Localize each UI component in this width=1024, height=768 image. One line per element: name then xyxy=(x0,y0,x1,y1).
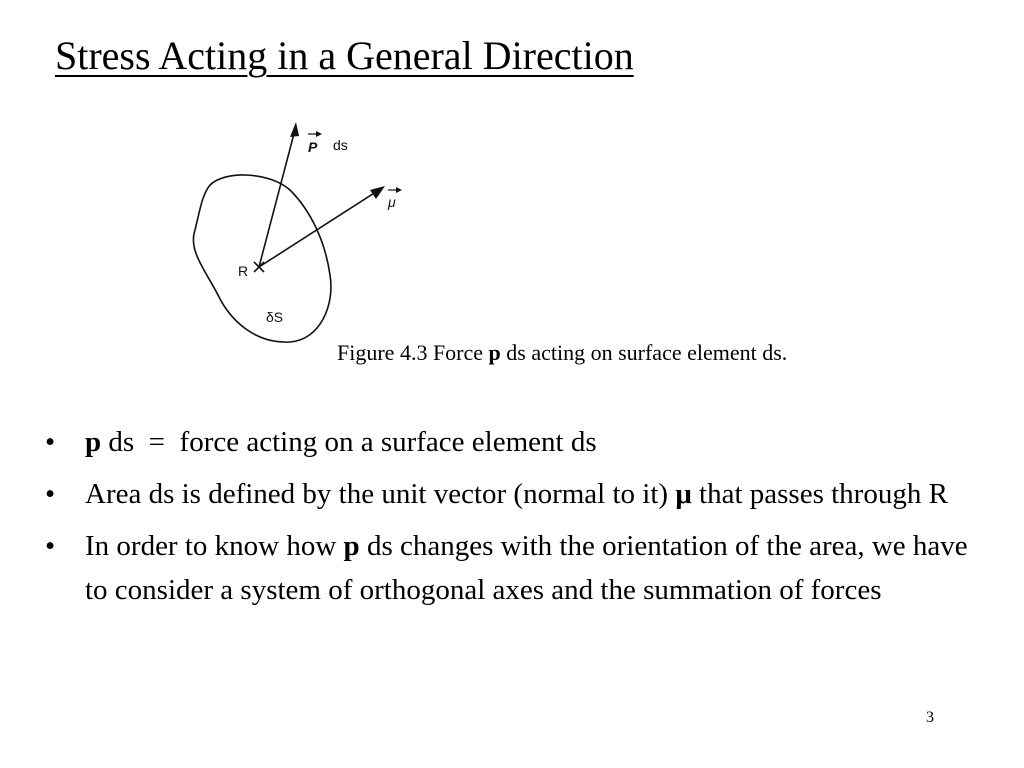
unit-vector-label: μ xyxy=(388,194,396,210)
bullet-2-bold: μ xyxy=(675,478,692,510)
bullet-mark: • xyxy=(45,426,56,458)
bullet-2-prefix: Area ds is defined by the unit vector (normal to it) xyxy=(85,478,676,510)
bullet-mark: • xyxy=(45,478,56,510)
force-ds-label: ds xyxy=(333,137,348,153)
area-delta-s-label: δS xyxy=(266,309,284,325)
unit-normal-vector xyxy=(259,188,382,267)
force-arrowhead xyxy=(290,122,299,137)
bullet-1-bold: p xyxy=(85,426,102,458)
slide-title: Stress Acting in a General Direction xyxy=(55,33,634,78)
diagram-svg xyxy=(180,110,460,350)
bullet-list xyxy=(45,420,975,620)
svg-text:P: P xyxy=(308,139,318,155)
force-p-label xyxy=(308,131,322,155)
unit-vector-label-group xyxy=(387,187,402,210)
bullet-3-bold: p xyxy=(343,530,360,562)
bullet-mark: • xyxy=(45,530,56,562)
bullet-item-3 xyxy=(45,524,975,612)
bullet-1-text: ds = force acting on a surface element ds xyxy=(101,426,597,458)
unit-normal-arrowhead xyxy=(370,186,385,199)
caption-bold-p: p xyxy=(488,340,501,365)
bullet-2-suffix: that passes through R xyxy=(691,478,948,510)
bullet-item-1 xyxy=(45,420,975,464)
slide-page-number: 3 xyxy=(926,709,934,726)
surface-outline xyxy=(193,175,331,342)
bullet-3-prefix: In order to know how xyxy=(85,530,344,562)
point-r-label: R xyxy=(238,263,249,279)
bullet-3-suffix: ds changes with the orientation of the area, we have to consider a system of orthogonal axes and the summation of forces xyxy=(85,530,968,606)
caption-prefix: Figure 4.3 Force xyxy=(337,340,489,365)
caption-suffix: ds acting on surface element ds. xyxy=(500,340,788,365)
figure-caption xyxy=(337,338,787,368)
bullet-item-2 xyxy=(45,472,975,516)
surface-element-diagram xyxy=(180,110,460,350)
